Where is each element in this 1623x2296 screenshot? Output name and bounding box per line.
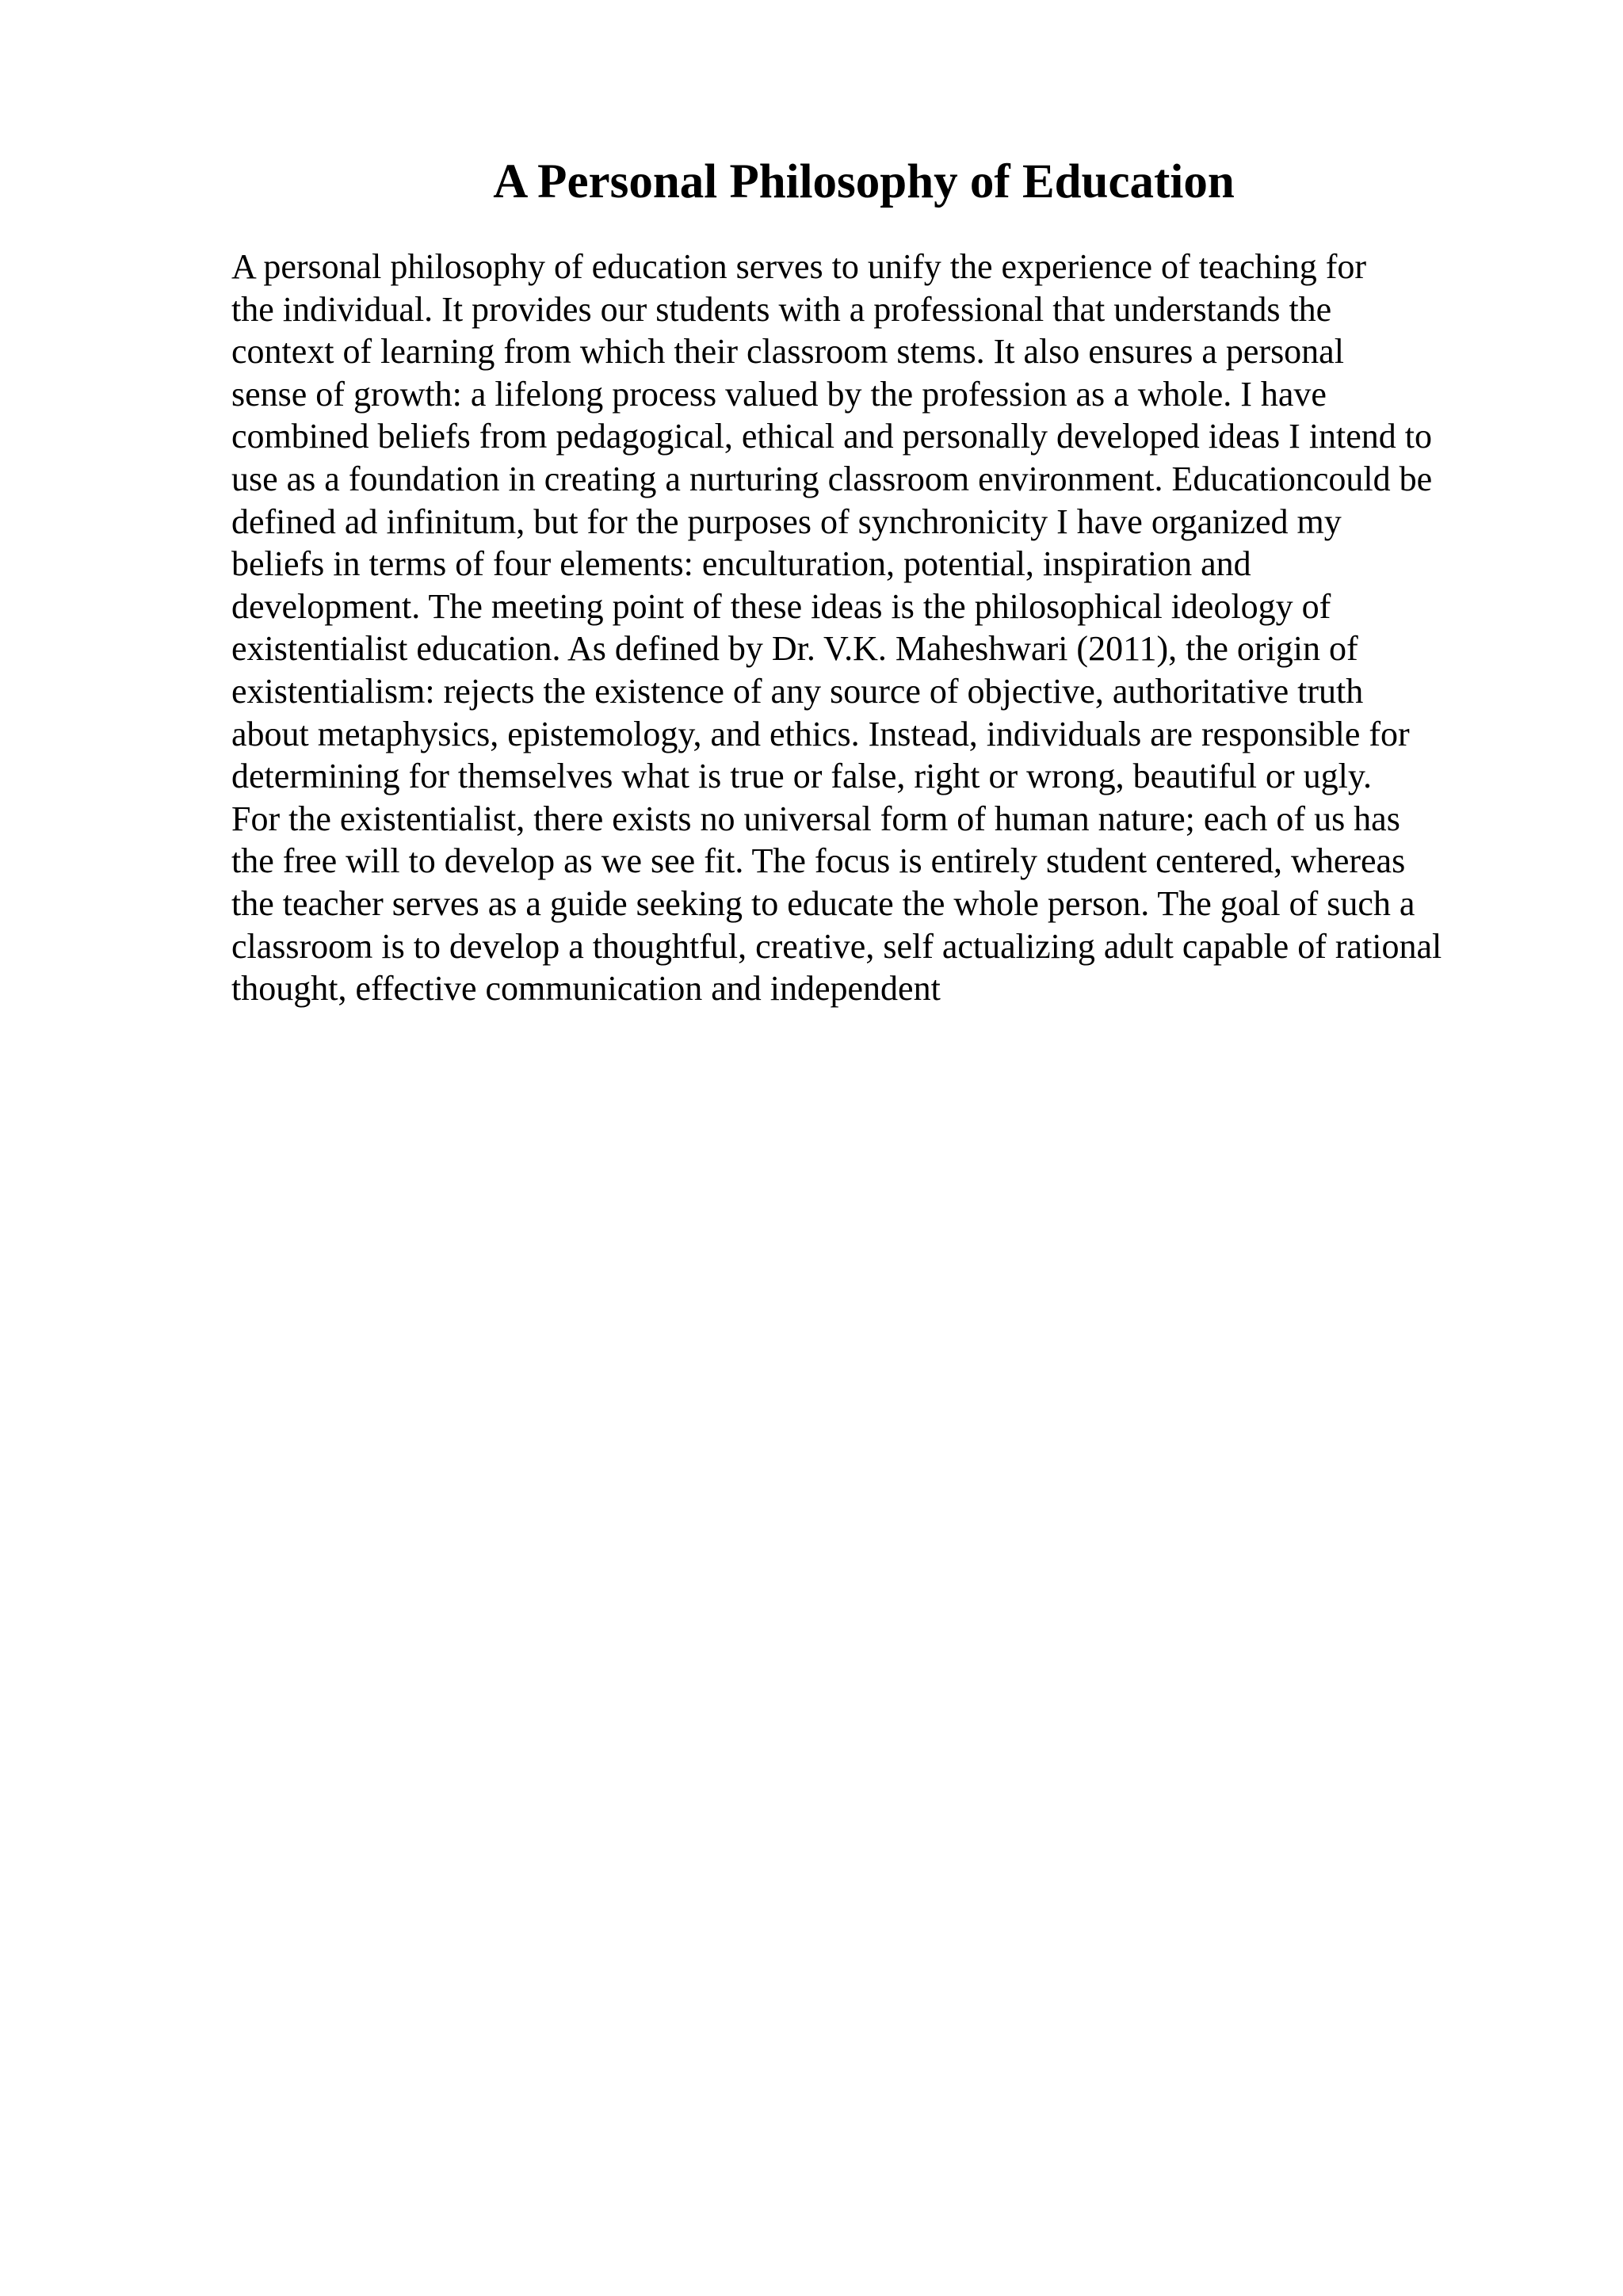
- body-paragraph: [231, 246, 1579, 1010]
- text-line: existentialism: rejects the existence of any source of objective, authoritative truth: [231, 671, 1364, 711]
- text-line: the free will to develop as we see fit. The focus is entirely student centered, whereas: [231, 841, 1406, 881]
- text-line: combined beliefs from pedagogical, ethical and personally developed ideas I intend to: [231, 417, 1433, 456]
- text-line: development. The meeting point of these ideas is the philosophical ideology of: [231, 586, 1331, 626]
- text-line: sense of growth: a lifelong process valued by the profession as a whole. I have: [231, 374, 1327, 414]
- text-line: use as a foundation in creating a nurturing classroom environment. Educationcould be: [231, 459, 1433, 498]
- text-line: classroom is to develop a thoughtful, creative, self actualizing adult capable of rational: [231, 926, 1442, 966]
- text-line: beliefs in terms of four elements: enculturation, potential, inspiration and: [231, 544, 1251, 584]
- text-line: defined ad infinitum, but for the purposes of synchronicity I have organized my: [231, 502, 1342, 541]
- text-line: about metaphysics, epistemology, and ethics. Instead, individuals are responsible for: [231, 714, 1410, 753]
- document-title: A Personal Philosophy of Education: [493, 155, 1235, 208]
- text-line: the teacher serves as a guide seeking to educate the whole person. The goal of such a: [231, 883, 1415, 923]
- text-line: For the existentialist, there exists no universal form of human nature; each of us has: [231, 799, 1400, 838]
- text-line: context of learning from which their classroom stems. It also ensures a personal: [231, 332, 1344, 372]
- text-line: the individual. It provides our students with a professional that understands the: [231, 289, 1332, 329]
- text-line: A personal philosophy of education serves to unify the experience of teaching for: [231, 247, 1366, 286]
- text-line: thought, effective communication and independent: [231, 969, 941, 1009]
- text-line: determining for themselves what is true or false, right or wrong, beautiful or ugly.: [231, 757, 1373, 796]
- text-line: existentialist education. As defined by Dr. V.K. Maheshwari (2011), the origin of: [231, 629, 1358, 669]
